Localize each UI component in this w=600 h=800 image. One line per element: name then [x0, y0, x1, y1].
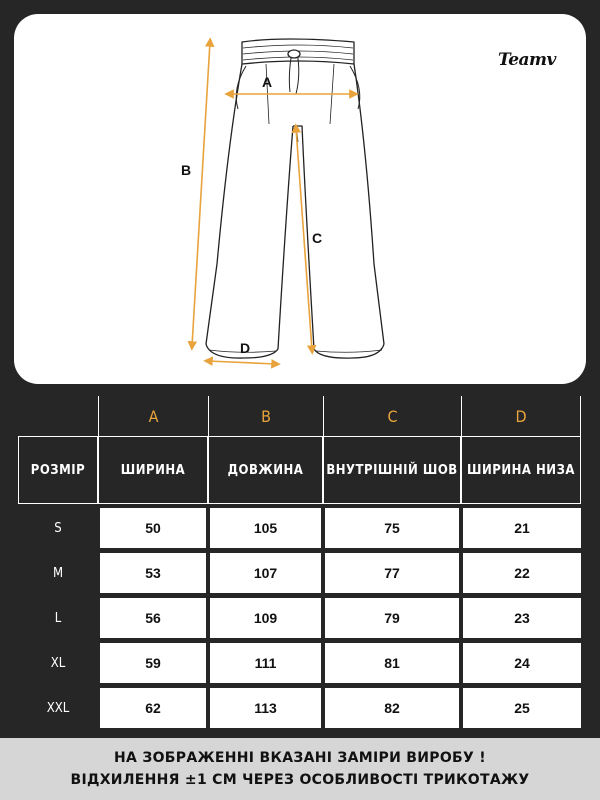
- table-cell: 109: [210, 598, 321, 638]
- table-cell: 50: [100, 508, 206, 548]
- table-cell: 59: [100, 643, 206, 683]
- table-cell: 79: [325, 598, 459, 638]
- col-letter-a: A: [98, 396, 208, 436]
- table-cell: 111: [210, 643, 321, 683]
- col-letter-b: B: [208, 396, 323, 436]
- measure-label-c: C: [312, 230, 323, 246]
- table-cell: 81: [325, 643, 459, 683]
- brand-logo: Teamv: [498, 50, 556, 70]
- table-cell: 24: [463, 643, 581, 683]
- measure-label-d: D: [240, 340, 251, 356]
- col-letter-c: C: [323, 396, 461, 436]
- table-cell: 113: [210, 688, 321, 728]
- table-cell: 75: [325, 508, 459, 548]
- header-length: ДОВЖИНА: [208, 436, 323, 504]
- header-size: РОЗМІР: [18, 436, 98, 504]
- table-cell: 107: [210, 553, 321, 593]
- table-cell: 56: [100, 598, 206, 638]
- table-cell: 22: [463, 553, 581, 593]
- measure-label-a: A: [262, 74, 273, 90]
- size-label-xl: XL: [50, 655, 66, 671]
- table-cell: 105: [210, 508, 321, 548]
- footer-line-1: НА ЗОБРАЖЕННІ ВКАЗАНІ ЗАМІРИ ВИРОБУ !: [114, 750, 486, 766]
- size-label-xxl: XXL: [46, 700, 70, 716]
- table-cell: 62: [100, 688, 206, 728]
- table-cell: 23: [463, 598, 581, 638]
- table-cell: 77: [325, 553, 459, 593]
- table-cell: 21: [463, 508, 581, 548]
- pants-diagram: [14, 14, 586, 384]
- size-label-s: S: [54, 520, 62, 536]
- footer-notice: [0, 738, 600, 800]
- table-cell: 53: [100, 553, 206, 593]
- col-letter-d: D: [461, 396, 581, 436]
- measure-label-b: B: [181, 162, 192, 178]
- header-hem-width: ШИРИНА НИЗА: [461, 436, 581, 504]
- header-width: ШИРИНА: [98, 436, 208, 504]
- size-label-l: L: [54, 610, 62, 626]
- size-label-m: M: [52, 565, 64, 581]
- table-cell: 25: [463, 688, 581, 728]
- diagram-card: [14, 14, 586, 384]
- footer-line-2: ВІДХИЛЕННЯ ±1 СМ ЧЕРЕЗ ОСОБЛИВОСТІ ТРИКОТАЖУ: [70, 772, 530, 788]
- table-cell: 82: [325, 688, 459, 728]
- pants-outline-icon: [206, 39, 384, 358]
- header-inseam: ВНУТРІШНІЙ ШОВ: [323, 436, 461, 504]
